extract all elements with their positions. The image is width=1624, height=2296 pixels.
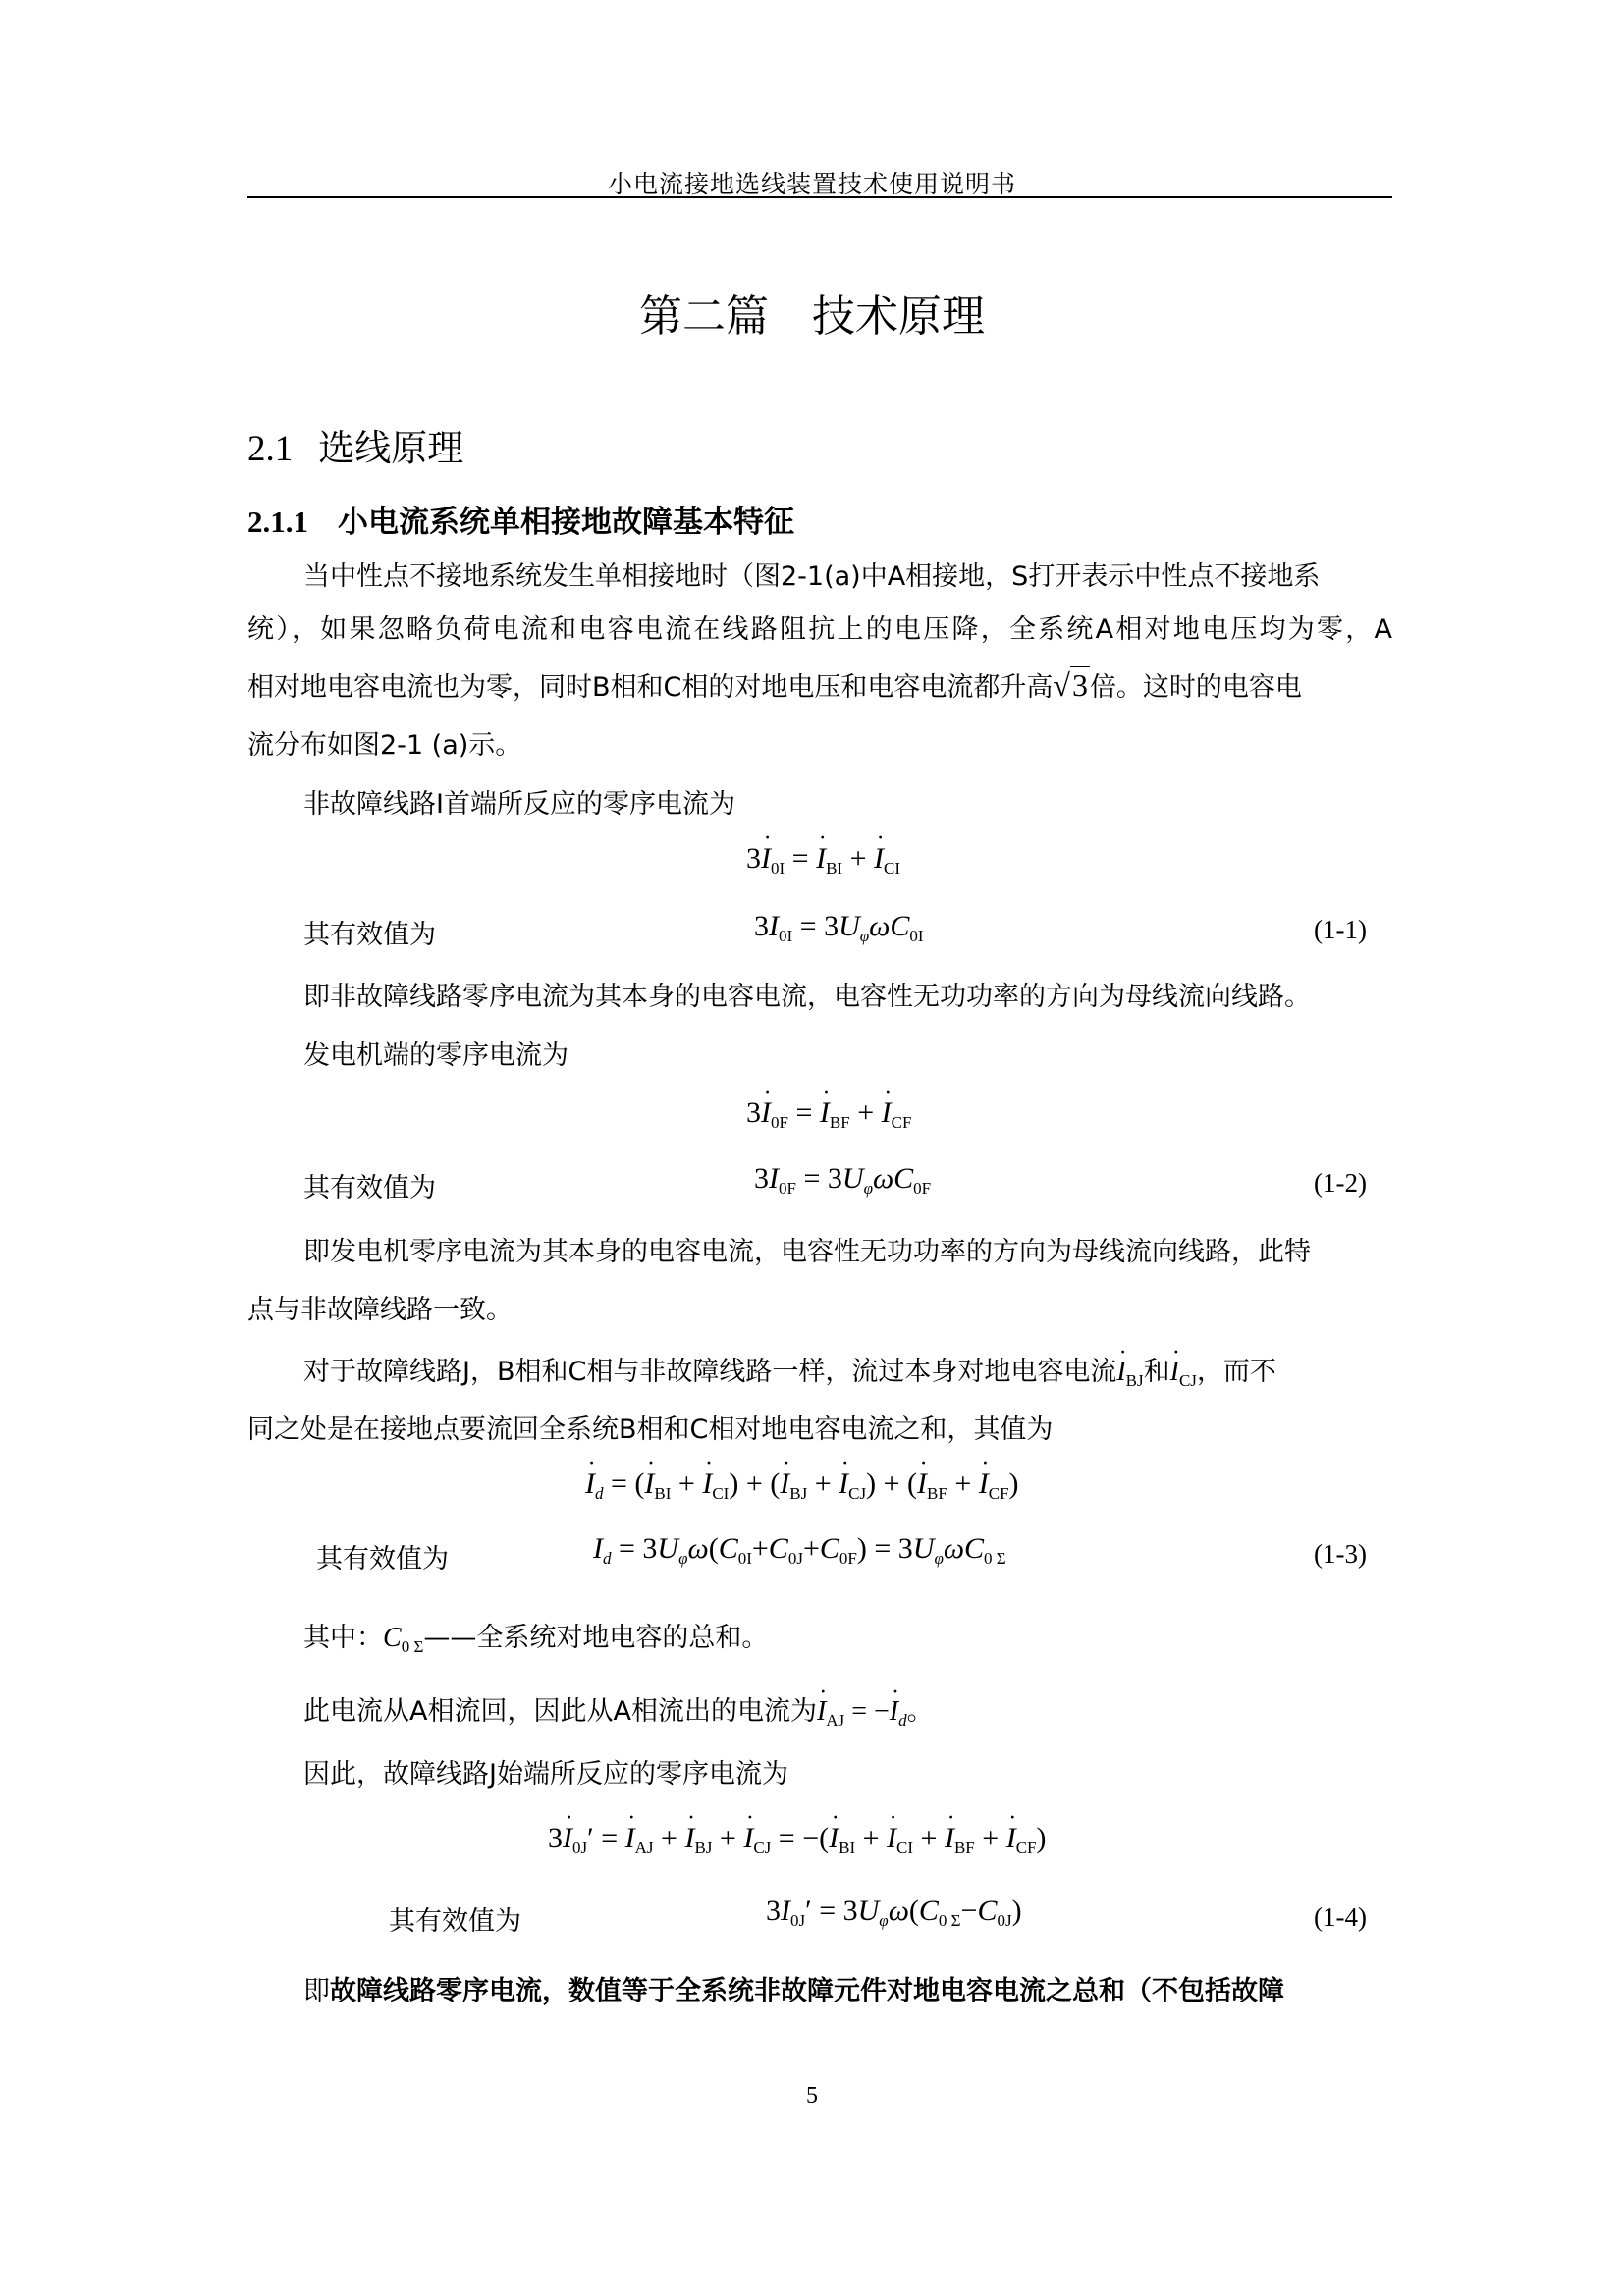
- equation: $3\cdot I_{0J}'$ = · $I_{AJ}$ + · $I_{BJ}$ + · $I_{CJ}$ = −(· $I_{BI}$ + · $I_{CI}$ + · $I_{BF}$ + · $I_{CF}$): [548, 1822, 1046, 1858]
- inline-math: · $I_{AJ}$ = −· $I_d$: [817, 1696, 907, 1727]
- paragraph-line: 当中性点不接地系统发生单相接地时（图2-1(a)中A相接地，S打开表示中性点不接地系: [303, 561, 1321, 592]
- paragraph-line: 点与非故障线路一致。: [247, 1295, 513, 1325]
- equation: · $I_d$ = (· $I_{BI}$ + · $I_{CI}$) + (· $I_{BJ}$ + · $I_{CJ}$) + (· $I_{BF}$ + · $I_{CF}$): [585, 1468, 1019, 1504]
- section-title: 选线原理: [318, 427, 464, 469]
- equation: $3I_{0J}' = 3U_\varphi\omega(C_{0 \Sigma}-C_{0J})$: [766, 1895, 1022, 1930]
- sqrt-3: √3: [1053, 667, 1088, 703]
- equation-number: (1-3): [1314, 1539, 1367, 1569]
- section-heading: [247, 418, 463, 471]
- paragraph-text: 此电流从A相流回，因此从A相流出的电流为: [303, 1696, 817, 1727]
- paragraph-text: 。: [906, 1696, 934, 1727]
- paragraph-line: [303, 1689, 934, 1731]
- header-rule: [247, 196, 1392, 198]
- paragraph-text: 即: [303, 1976, 330, 2006]
- section-number: 2.1: [247, 429, 294, 469]
- paragraph-text: ，而不: [1196, 1357, 1276, 1387]
- paragraph-line: 因此，故障线路J始端所反应的零序电流为: [303, 1759, 788, 1789]
- subsection-number: 2.1.1: [247, 505, 308, 539]
- paragraph-text: ——全系统对地电容的总和。: [423, 1623, 769, 1653]
- paragraph-text: 和: [1143, 1357, 1170, 1387]
- paragraph-text: 其中：: [303, 1623, 383, 1653]
- equation-number: (1-1): [1314, 915, 1367, 944]
- paragraph-line: 非故障线路I首端所反应的零序电流为: [303, 789, 735, 820]
- equation: $3I_{0F} = 3U_\varphi\omega C_{0F}$: [754, 1162, 932, 1198]
- page-title: 第二篇 技术原理: [639, 292, 985, 342]
- paragraph-line: 流分布如图2-1 (a)示。: [247, 730, 522, 761]
- paragraph-line: 同之处是在接地点要流回全系统B相和C相对地电容电流之和，其值为: [247, 1415, 1054, 1445]
- subsection-heading: [247, 497, 794, 541]
- rms-label: 其有效值为: [389, 1906, 521, 1937]
- paragraph-bold-text: 故障线路零序电流，数值等于全系统非故障元件对地电容电流之总和（不包括故障: [330, 1976, 1284, 2006]
- paragraph-line: 发电机端的零序电流为: [303, 1041, 568, 1071]
- inline-math: · $I_{CJ}$: [1170, 1357, 1197, 1387]
- paragraph-text: 对于故障线路J，B相和C相与非故障线路一样，流过本身对地电容电流: [303, 1357, 1117, 1387]
- paragraph-text: 相对地电容电流也为零，同时B相和C相的对地电压和电容电流都升高: [247, 672, 1054, 703]
- subsection-title: 小电流系统单相接地故障基本特征: [338, 505, 794, 540]
- equation: $3I_{0I} = 3U_\varphi\omega C_{0I}$: [754, 910, 924, 945]
- paragraph-line: 即非故障线路零序电流为其本身的电容电流，电容性无功功率的方向为母线流向线路。: [303, 982, 1311, 1012]
- paragraph-line: [303, 1616, 768, 1657]
- rms-label: 其有效值为: [303, 920, 436, 950]
- rms-label: 其有效值为: [316, 1544, 449, 1575]
- paragraph-line: 即发电机零序电流为其本身的电容电流，电容性无功功率的方向为母线流向线路，此特: [303, 1237, 1311, 1267]
- inline-math: $C_{0 \Sigma}$: [383, 1623, 424, 1656]
- equation-number: (1-4): [1314, 1902, 1367, 1932]
- equation: $3\cdot I_{0I}$ = · $I_{BI}$ + · $I_{CI}$: [746, 842, 900, 879]
- running-header: 小电流接地选线装置技术使用说明书: [607, 170, 1016, 198]
- paragraph-line: [247, 666, 1302, 704]
- equation: $3\cdot I_{0F}$ = · $I_{BF}$ + · $I_{CF}$: [746, 1096, 911, 1133]
- equation: $I_d = 3U_\varphi\omega(C_{0I}+C_{0J}+C_{0F}) = 3U_\varphi\omega C_{0 \Sigma}$: [593, 1532, 1006, 1568]
- paragraph-line: [303, 1350, 1276, 1391]
- paragraph-line: [303, 1969, 1284, 2007]
- sqrt-radicand: 3: [1071, 667, 1088, 703]
- page-number: 5: [806, 2083, 818, 2109]
- paragraph-text: 倍。这时的电容电: [1089, 672, 1302, 703]
- inline-math: · $I_{BJ}$: [1116, 1357, 1143, 1387]
- rms-label: 其有效值为: [303, 1173, 436, 1203]
- equation-number: (1-2): [1314, 1168, 1367, 1198]
- paragraph-line: 统），如果忽略负荷电流和电容电流在线路阻抗上的电压降，全系统A相对地电压均为零，A: [247, 614, 1392, 645]
